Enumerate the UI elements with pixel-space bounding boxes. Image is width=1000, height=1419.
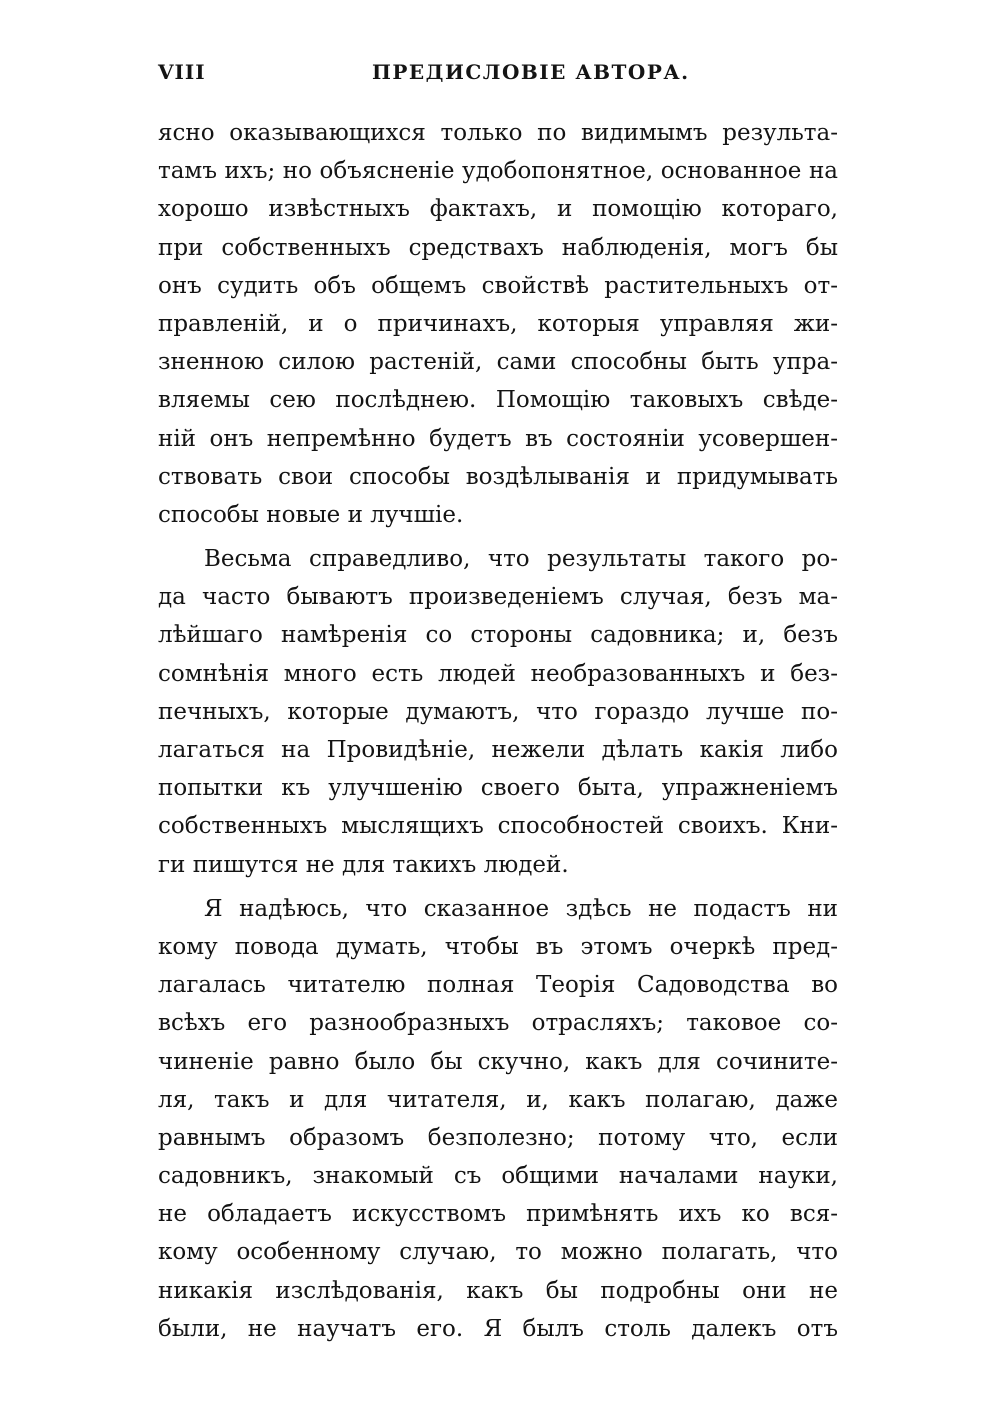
text-line: вляемы сею послѣднею. Помощію таковыхъ свѣде- <box>158 387 838 414</box>
text-line: зненною силою растеній, сами способны быть упра- <box>158 349 838 376</box>
text-line: сомнѣнія много есть людей необразованныхъ и без- <box>158 660 838 687</box>
text-line: были, не научатъ его. Я былъ столь далекъ отъ <box>158 1315 838 1342</box>
text-line: всѣхъ его разнообразныхъ отрасляхъ; таковое со- <box>158 1010 838 1037</box>
text-line: попытки къ улучшенію своего быта, упражненіемъ <box>158 775 838 802</box>
text-line: равнымъ образомъ безполезно; потому что, если <box>158 1124 838 1151</box>
text-line: лагаться на Провидѣніе, нежели дѣлать какія либо <box>158 737 838 763</box>
text-line: ги пишутся не для такихъ людей. <box>158 851 569 878</box>
paragraph-3 <box>158 890 838 1348</box>
paragraph-1 <box>158 114 838 534</box>
text-line: лагалась читателю полная Теорія Садоводства во <box>158 972 838 999</box>
text-line: Я надѣюсь, что сказанное здѣсь не подастъ ни <box>204 895 838 922</box>
text-line: никакія изслѣдованія, какъ бы подробны они не <box>158 1277 838 1304</box>
text-line: при собственныхъ средствахъ наблюденія, могъ бы <box>158 234 838 261</box>
text-line: чиненіе равно было бы скучно, какъ для сочините- <box>158 1048 838 1075</box>
text-line: ясно оказывающихся только по видимымъ результа- <box>158 120 838 146</box>
text-block <box>158 114 838 1348</box>
text-line: онъ судить объ общемъ свойствѣ растительныхъ от- <box>158 272 838 299</box>
text-line: да часто бываютъ произведеніемъ случая, безъ ма- <box>158 584 838 611</box>
text-line: садовникъ, знакомый съ общими началами науки, <box>158 1163 838 1190</box>
text-line: ній онъ непремѣнно будетъ въ состояніи усовершен- <box>158 425 838 452</box>
text-line: хорошо извѣстныхъ фактахъ, и помощію котораго, <box>158 196 838 223</box>
page-number: VIII <box>158 60 206 84</box>
text-line: ствовать свои способы воздѣлыванія и придумывать <box>158 463 838 490</box>
text-line: собственныхъ мыслящихъ способностей своихъ. Кни- <box>158 813 838 840</box>
text-line: лѣйшаго намѣренія со стороны садовника; и, безъ <box>158 622 838 649</box>
text-line: кому повода думать, чтобы въ этомъ очеркѣ пред- <box>158 933 838 960</box>
text-line: ля, такъ и для читателя, и, какъ полагаю, даже <box>158 1086 838 1113</box>
text-line: правленій, и о причинахъ, которыя управляя жи- <box>158 310 838 337</box>
text-line: печныхъ, которые думаютъ, что гораздо лучше по- <box>158 698 838 725</box>
text-line: кому особенному случаю, то можно полагать, что <box>158 1239 838 1266</box>
running-title: ПРЕДИСЛОВІЕ АВТОРА. <box>372 60 690 84</box>
page-header <box>158 60 838 90</box>
paragraph-2 <box>158 540 838 884</box>
text-line: Весьма справедливо, что результаты такого ро- <box>204 546 838 573</box>
text-line: тамъ ихъ; но объясненіе удобопонятное, основанное на <box>158 158 838 185</box>
text-line: способы новые и лучшіе. <box>158 501 464 528</box>
text-line: не обладаетъ искусствомъ примѣнять ихъ ко вся- <box>158 1201 838 1228</box>
